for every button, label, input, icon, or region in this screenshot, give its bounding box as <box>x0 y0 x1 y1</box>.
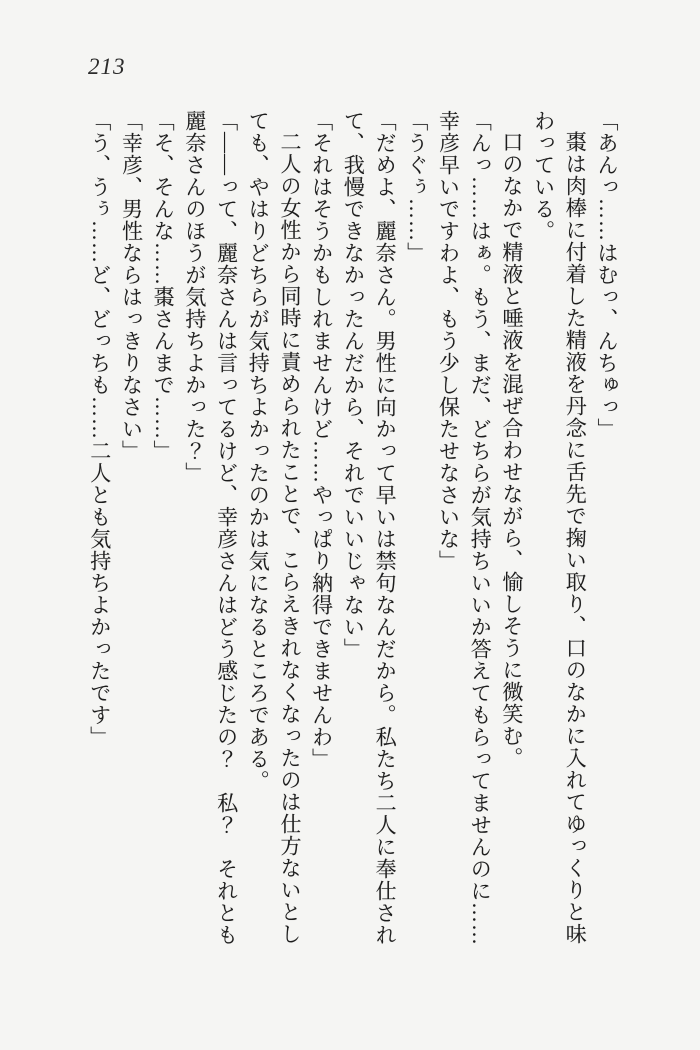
paragraph: 「だめよ、麗奈さん。男性に向かって早いは禁句なんだから。私たち二人に奉仕されて、我慢できなかったんだから、それでいいじゃない」 <box>341 110 398 946</box>
paragraph: 「う、うぅ……ど、どっちも……二人とも気持ちよかったです」 <box>87 110 112 748</box>
paragraph: 「――って、麗奈さんは言ってるけど、幸彦さんはどう感じたの？ 私？ それとも麗奈さんのほうが気持ちよかった？」 <box>182 110 239 946</box>
page-number: 213 <box>88 54 126 79</box>
paragraph: 「うぐぅ……」 <box>404 110 429 264</box>
paragraph: 口のなかで精液と唾液を混ぜ合わせながら、愉しそうに微笑む。 <box>499 131 524 769</box>
paragraph: 「あんっ……はむっ、んちゅっ」 <box>595 110 619 440</box>
paragraph: 「それはそうかもしれませんけど……やっぱり納得できませんわ」 <box>309 110 334 770</box>
page-text <box>47 110 622 948</box>
paragraph: 「そ、そんな……棗さんまで……」 <box>151 110 176 462</box>
paragraph: 二人の女性から同時に責められたことで、こらえきれなくなったのは仕方ないとしても、やはりどちらが気持ちよかったのかは気になるところである。 <box>246 110 302 945</box>
paragraph: 棗は肉棒に付着した精液を丹念に舌先で掬い取り、口のなかに入れてゆっくりと味わっている。 <box>531 110 588 945</box>
paragraph: 「幸彦、男性ならはっきりなさい」 <box>119 110 144 462</box>
paragraph: 「んっ……はぁ。もう、まだ、どちらが気持ちいいか答えてもらってませんのに……幸彦早いですわよ、もう少し保たせなさいな」 <box>436 110 493 946</box>
